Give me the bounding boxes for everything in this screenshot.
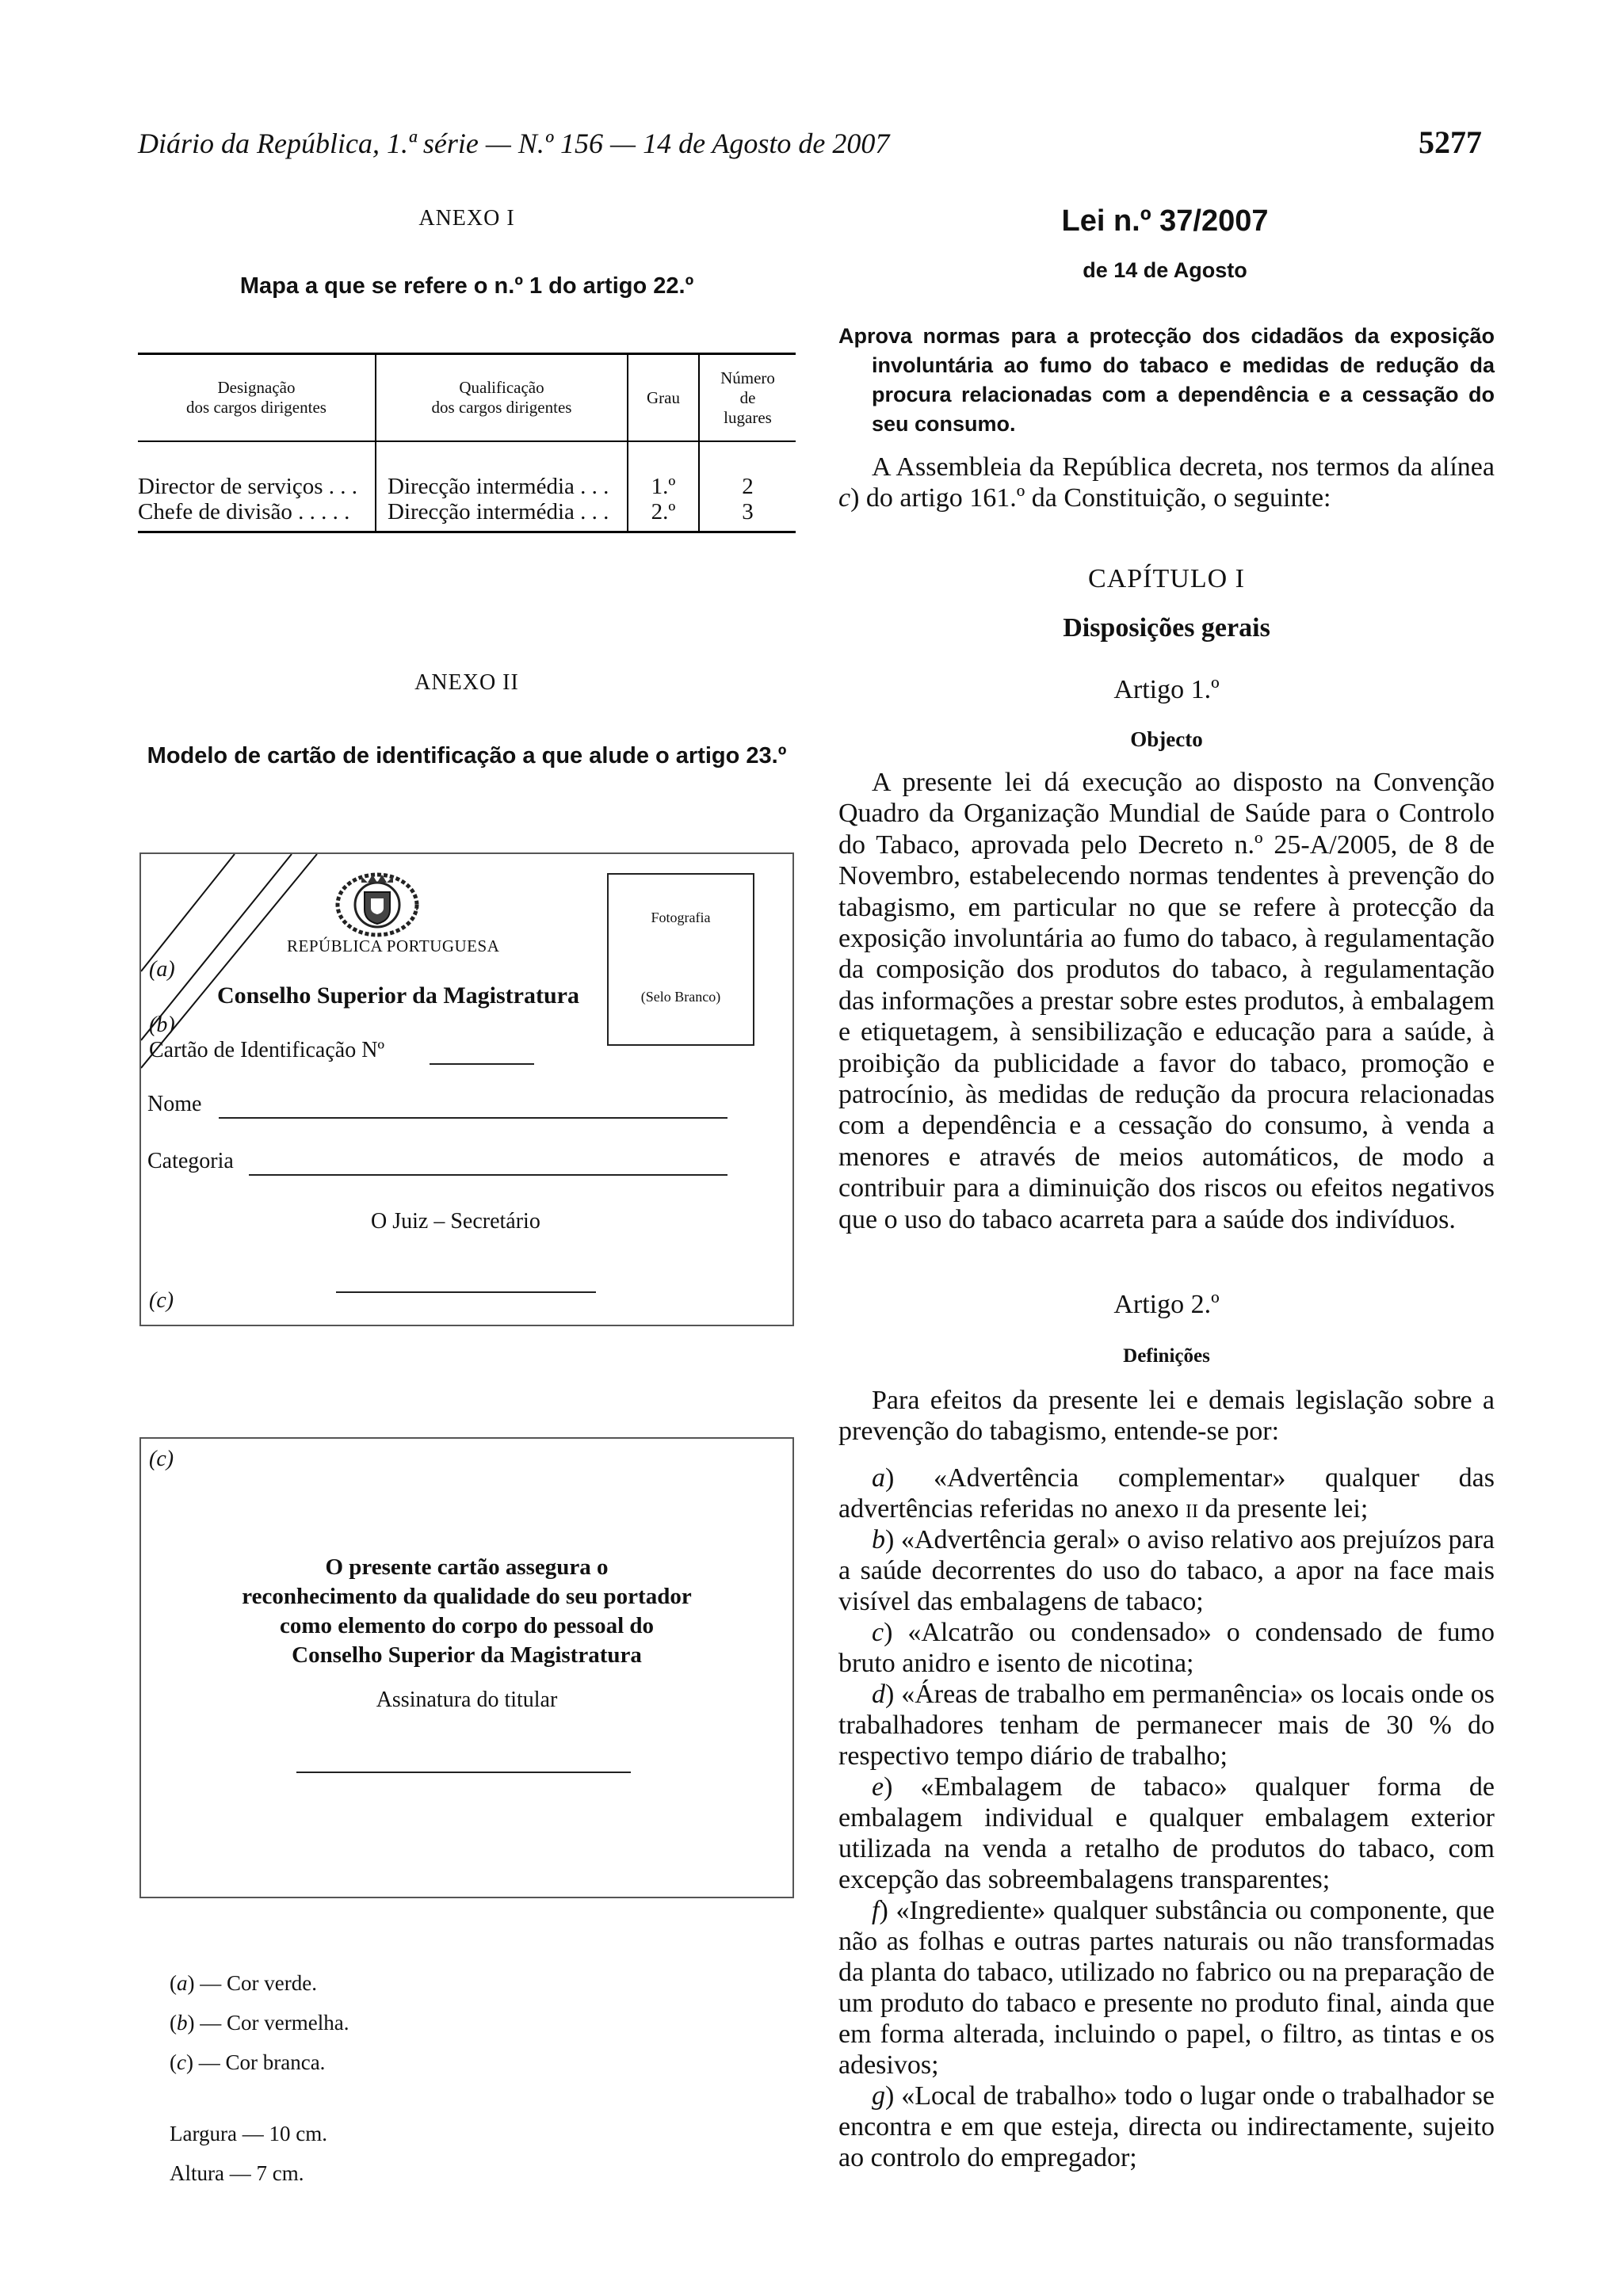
- card-back-signature-label: Assinatura do titular: [376, 1688, 558, 1712]
- table-row: Director de serviços . . . Direcção intermédia . . . 1.º 2: [138, 474, 796, 499]
- list-item: a) «Advertência complementar» qualquer das advertências referidas no anexo ii da presente lei;: [838, 1463, 1495, 1524]
- card-back-mark-c: (c): [149, 1447, 174, 1471]
- list-item: d) «Áreas de trabalho em permanência» os locais onde os trabalhadores tenham de permanecer mais de 30 % do respectivo tempo diário de trabalho;: [838, 1680, 1495, 1771]
- annex1-table: [138, 355, 796, 531]
- card-back: [139, 1437, 794, 1898]
- col-numero: Número de lugares: [699, 355, 796, 441]
- card-number-label: Cartão de Identificação Nº: [149, 1038, 385, 1062]
- seal-label: (Selo Branco): [640, 989, 721, 1005]
- legend-item: (a) — Cor verde.: [170, 1971, 317, 1995]
- card-category-label: Categoria: [147, 1149, 234, 1173]
- photo-box: [607, 873, 754, 1046]
- card-number-line: [430, 1063, 534, 1065]
- card-category-line: [249, 1174, 727, 1176]
- list-item: e) «Embalagem de tabaco» qualquer forma de embalagem individual e qualquer embalagem exterior utilizada na venda a retalho de produtos do tabaco, com excepção das sobreembalagens transparentes;: [838, 1772, 1495, 1894]
- definitions-list: [838, 1463, 1495, 2173]
- card-dimensions: Largura — 10 cm. Altura — 7 cm.: [170, 2122, 327, 2185]
- annex1-table-wrap: [138, 353, 796, 533]
- card-back-signature-line: [296, 1772, 631, 1773]
- card-front: [139, 852, 794, 1326]
- card-signatory: O Juiz – Secretário: [371, 1209, 540, 1234]
- annex1-label: ANEXO I: [418, 206, 515, 231]
- col-grau: Grau: [628, 355, 699, 441]
- law-date: de 14 de Agosto: [1083, 258, 1247, 282]
- card-signatory-line: [336, 1291, 596, 1293]
- list-item: c) «Alcatrão ou condensado» o condensado de fumo bruto anidro e isento de nicotina;: [838, 1618, 1495, 1678]
- col-designacao: Designação dos cargos dirigentes: [138, 355, 376, 441]
- col-qualificacao: Qualificação dos cargos dirigentes: [376, 355, 628, 441]
- card-back-statement: O presente cartão assegura o reconhecimento da qualidade do seu portador como elemento do corpo do pessoal do Conselho Superior da Magistratura: [242, 1554, 692, 1668]
- legend-item: (c) — Cor branca.: [170, 2050, 326, 2074]
- list-item: g) «Local de trabalho» todo o lugar onde o trabalhador se encontra e em que esteja, directa ou indirectamente, sujeito ao controlo do empregador;: [838, 2081, 1495, 2172]
- annex2-label: ANEXO II: [414, 670, 519, 695]
- chapter-title: Disposições gerais: [1063, 613, 1270, 643]
- photo-label: Fotografia: [651, 910, 711, 925]
- law-summary: Aprova normas para a protecção dos cidadãos da exposição involuntária ao fumo do tabaco e medidas de redução da procura relacionadas com a dependência e a cessação do seu consumo.: [838, 324, 1495, 436]
- table-row: Chefe de divisão . . . . . Direcção intermédia . . . 2.º 3: [138, 499, 796, 531]
- color-legend: [170, 1963, 349, 2082]
- chapter-label: CAPÍTULO I: [1088, 564, 1245, 593]
- article2-intro: Para efeitos da presente lei e demais legislação sobre a prevenção do tabagismo, entende-se por:: [838, 1386, 1495, 1446]
- card-council: Conselho Superior da Magistratura: [217, 982, 579, 1009]
- page-number: 5277: [1419, 124, 1482, 160]
- article1-label: Artigo 1.º: [1113, 675, 1220, 704]
- diagonal-stripe-a: [141, 854, 235, 971]
- card-dot: .: [415, 900, 418, 913]
- card-name-label: Nome: [147, 1092, 202, 1116]
- card-republic: REPÚBLICA PORTUGUESA: [287, 936, 500, 955]
- coat-of-arms-icon: [330, 868, 425, 941]
- running-head: Diário da República, 1.ª série — N.º 156 — 14 de Agosto de 2007: [138, 128, 890, 159]
- article2-title: Definições: [1123, 1345, 1210, 1367]
- card-mark-a: (a): [149, 957, 175, 982]
- list-item: b) «Advertência geral» o aviso relativo aos prejuízos para a saúde decorrentes do uso do tabaco, a apor na face mais visível das embalagens de tabaco;: [838, 1525, 1495, 1616]
- list-item: f) «Ingrediente» qualquer substância ou componente, que não as folhas e outras partes naturais ou não transformadas da planta do tabaco, utilizado no fabrico ou na preparação de um produto do tabaco e presente no produto final, ainda que em forma alterada, incluindo o papel, o filtro, as tintas e os adesivos;: [838, 1896, 1495, 2080]
- card-mark-c: (c): [149, 1288, 174, 1313]
- law-title: Lei n.º 37/2007: [1061, 204, 1269, 238]
- article1-title: Objecto: [1130, 727, 1203, 751]
- card-mark-b: (b): [149, 1013, 175, 1037]
- article1-text: A presente lei dá execução ao disposto na Convenção Quadro da Organização Mundial de Saúde para o Controlo do Tabaco, aprovada pelo Decreto n.º 25-A/2005, de 8 de Novembro, estabelecendo normas tendentes à prevenção do tabagismo, em particular no que se refere à protecção da exposição involuntária ao fumo do tabaco, à regulamentação da composição dos produtos do tabaco, à regulamentação das informações a prestar sobre estes produtos, à embalagem e etiquetagem, à sensibilização e educação para a saúde, à proibição da publicidade a favor do tabaco, promoção e patrocínio, às medidas de redução da procura relacionadas com a dependência e a cessação do consumo, à venda a menores e através de meios automáticos, de modo a contribuir para a diminuição dos riscos ou efeitos negativos que o uso do tabaco acarreta para a saúde dos indivíduos.: [838, 768, 1495, 1234]
- law-preamble: A Assembleia da República decreta, nos termos da alínea c) do artigo 161.º da Constituição, o seguinte:: [838, 452, 1495, 513]
- card-name-line: [219, 1117, 727, 1119]
- article2-label: Artigo 2.º: [1113, 1290, 1220, 1319]
- annex2-title: Modelo de cartão de identificação a que alude o artigo 23.º: [147, 743, 787, 769]
- annex1-title: Mapa a que se refere o n.º 1 do artigo 22.º: [239, 273, 694, 299]
- legend-item: (b) — Cor vermelha.: [170, 2011, 349, 2035]
